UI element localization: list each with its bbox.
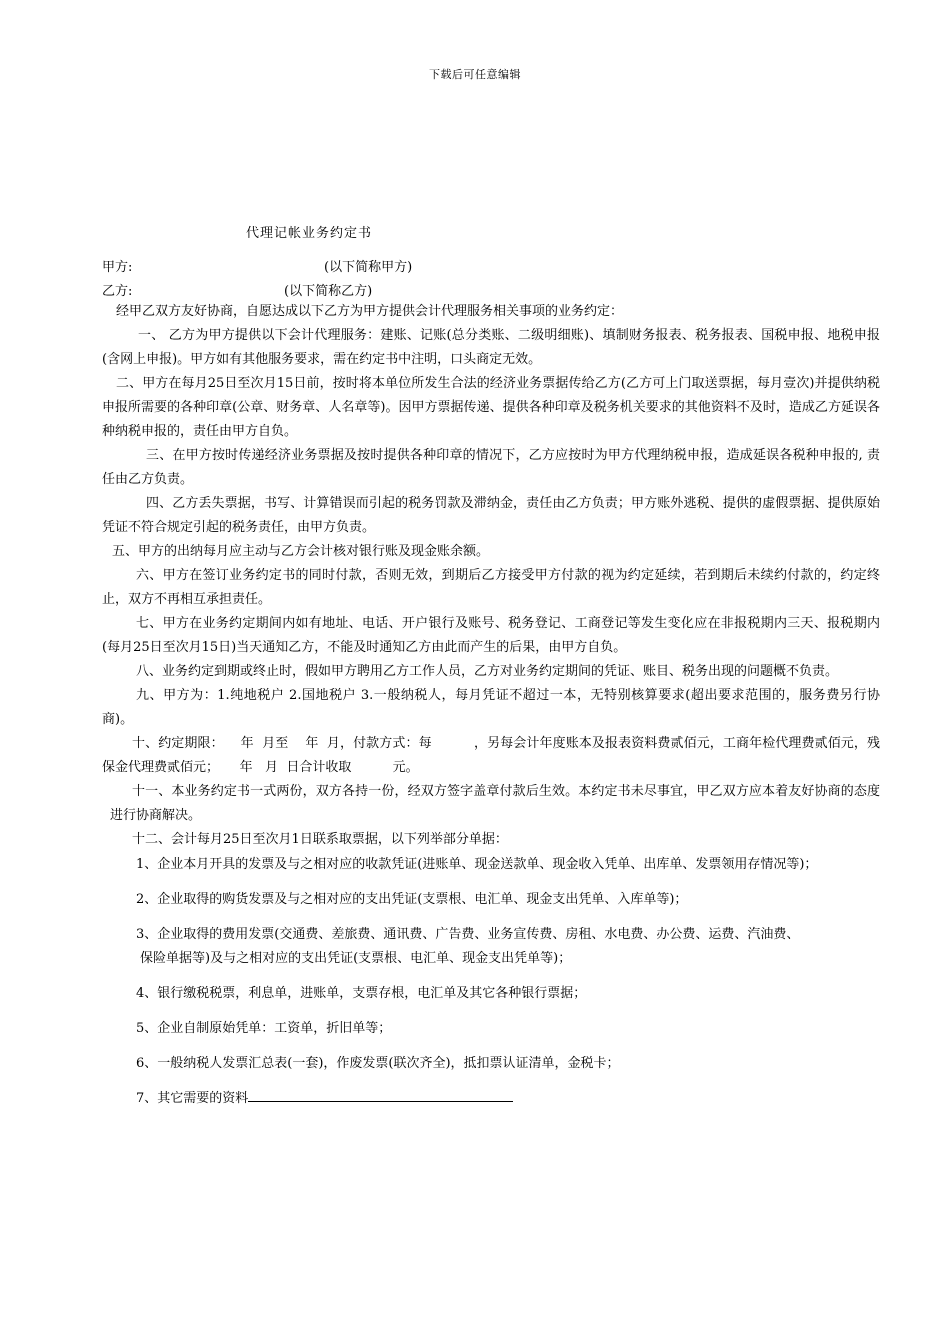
clause-3: 三、在甲方按时传递经济业务票据及按时提供各种印章的情况下，乙方应按时为甲方代理纳税申报，造成延误各税种申报的, 责任由乙方负责。 [102, 448, 880, 487]
clause-1: 一、 乙方为甲方提供以下会计代理服务：建账、记账(总分类账、二级明细账)、填制财务报表、税务报表、国税申报、地税申报(含网上申报)。甲方如有其他服务要求，需在约定书中注明，口头商定无效。 [102, 328, 880, 367]
fill-in-blank[interactable] [248, 1087, 513, 1102]
party-b-line [102, 280, 373, 299]
clause-8: 八、业务约定到期或终止时，假如甲方聘用乙方工作人员，乙方对业务约定期间的凭证、账目、税务出现的问题概不负责。 [136, 664, 839, 679]
party-b-label: 乙方: [102, 284, 133, 299]
clause-11: 十一、本业务约定书一式两份，双方各持一份，经双方签字盖章付款后生效。本约定书未尽事宜，甲乙双方应本着友好协商的态度进行协商解决。 [110, 784, 880, 823]
contract-body [102, 300, 880, 1111]
intro-paragraph: 经甲乙双方友好协商，自愿达成以下乙方为甲方提供会计代理服务相关事项的业务约定： [116, 304, 624, 319]
clause-4: 四、乙方丢失票据，书写、计算错误而引起的税务罚款及滞纳金，责任由乙方负责；甲方账外逃税、提供的虚假票据、提供原始凭证不符合规定引起的税务责任，由甲方负责。 [102, 496, 880, 535]
clause-2: 二、甲方在每月25日至次月15日前，按时将本单位所发生合法的经济业务票据传给乙方(乙方可上门取送票据，每月壹次)并提供纳税申报所需要的各种印章(公章、财务章、人名章等)。因甲方票据传递、提供各种印章及税务机关要求的其他资料不及时，造成乙方延误各种纳税申报的，责任由甲方自负。 [102, 376, 880, 439]
clause-9: 九、甲方为：1.纯地税户 2.国地税户 3.一般纳税人，每月凭证不超过一本，无特别核算要求(超出要求范围的，服务费另行协商)。 [102, 688, 880, 727]
party-a-line [102, 256, 413, 275]
list-item-7 [102, 1087, 880, 1111]
list-item-4: 4、银行缴税税票，利息单，进账单，支票存根，电汇单及其它各种银行票据； [136, 986, 587, 1001]
list-item-7-label: 7、其它需要的资料 [136, 1091, 249, 1106]
party-a-label: 甲方: [102, 260, 133, 275]
document-title: 代理记帐业务约定书 [246, 226, 373, 241]
list-item-2: 2、企业取得的购货发票及与之相对应的支出凭证(支票根、电汇单、现金支出凭单、入库单等)； [136, 892, 688, 907]
list-item-3-continued: 保险单据等)及与之相对应的支出凭证(支票根、电汇单、现金支出凭单等)； [140, 951, 572, 966]
clause-10: 十、约定期限： 年 月至 年 月，付款方式：每 ，另每会计年度账本及报表资料费贰佰元，工商年检代理费贰佰元，残保金代理费贰佰元； 年 月 日合计收取 元。 [102, 736, 880, 775]
clause-7: 七、甲方在业务约定期间内如有地址、电话、开户银行及账号、税务登记、工商登记等发生变化应在非报税期内三天、报税期内(每月25日至次月15日)当天通知乙方，不能及时通知乙方由此而产生的后果，由甲方自负。 [102, 616, 880, 655]
clause-6: 六、甲方在签订业务约定书的同时付款，否则无效，到期后乙方接受甲方付款的视为约定延续，若到期后未续约付款的，约定终止，双方不再相互承担责任。 [102, 568, 880, 607]
list-item-1: 1、企业本月开具的发票及与之相对应的收款凭证(进账单、现金送款单、现金收入凭单、出库单、发票领用存情况等)； [136, 857, 818, 872]
list-item-5: 5、企业自制原始凭单：工资单，折旧单等； [136, 1021, 392, 1036]
clause-5: 五、甲方的出纳每月应主动与乙方会计核对银行账及现金账余额。 [112, 544, 490, 559]
page-header: 下载后可任意编辑 [429, 68, 521, 81]
party-a-note: (以下简称甲方) [324, 260, 413, 275]
clause-12: 十二、会计每月25日至次月1日联系取票据，以下列举部分单据： [132, 832, 508, 847]
party-b-note: (以下简称乙方) [284, 284, 373, 299]
list-item-6: 6、一般纳税人发票汇总表(一套)，作废发票(联次齐全)，抵扣票认证清单，金税卡； [136, 1056, 620, 1071]
list-item-3: 3、企业取得的费用发票(交通费、差旅费、通讯费、广告费、业务宣传费、房租、水电费、办公费、运费、汽油费、 [136, 927, 800, 942]
